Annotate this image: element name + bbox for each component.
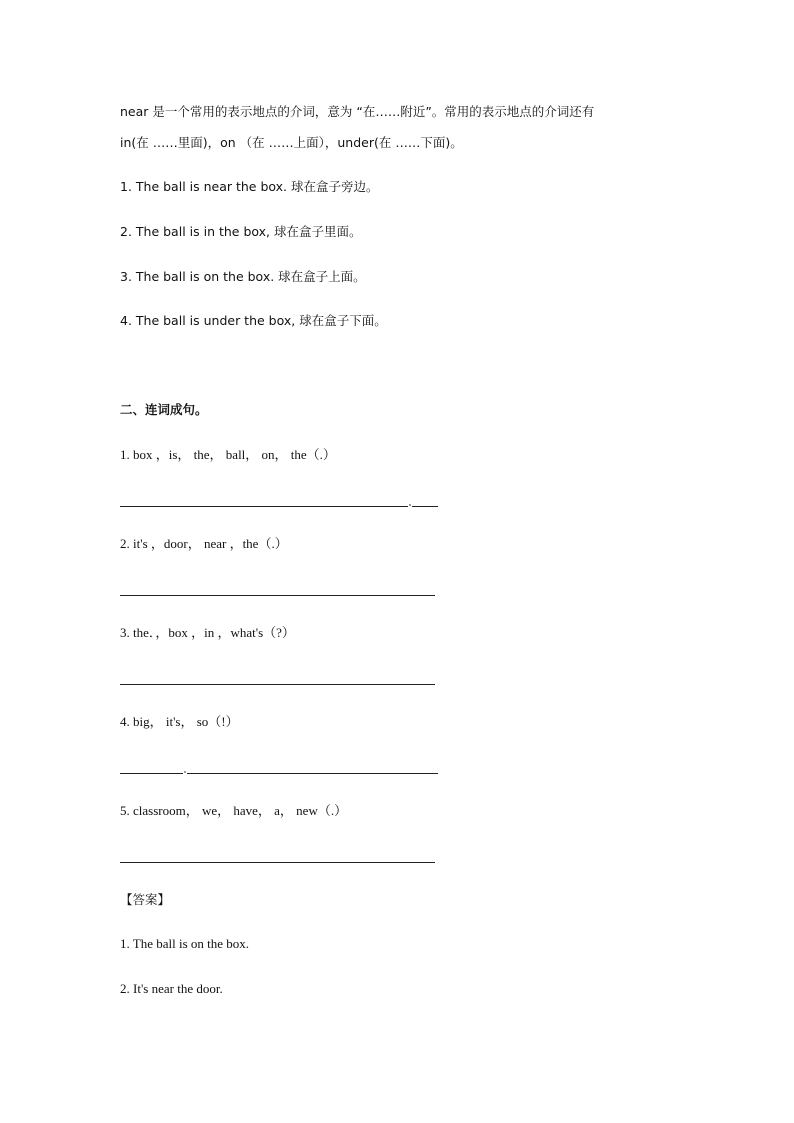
question-2: 2. it's ，door， near ，the（.） [120, 536, 288, 551]
answer-blank-4a [120, 773, 183, 774]
answer-2: 2. It's near the door. [120, 981, 223, 996]
answer-blank-2 [120, 595, 435, 596]
answer-1: 1. The ball is on the box. [120, 936, 250, 951]
answer-blank-1a [120, 506, 408, 507]
blank-mark [409, 504, 411, 506]
question-3: 3. the．，box ，in ，what's（?） [120, 625, 295, 640]
answer-blank-5 [120, 862, 435, 863]
question-4: 4. big， it's， so（!） [120, 714, 239, 729]
example-3: 3. The ball is on the box. 球在盒子上面。 [120, 269, 366, 284]
blank-mark [184, 771, 186, 773]
example-2: 2. The ball is in the box, 球在盒子里面。 [120, 224, 362, 239]
section-title: 二、连词成句。 [120, 402, 208, 417]
question-5: 5. classroom， we， have， a， new（.） [120, 803, 348, 818]
intro-line-1: near 是一个常用的表示地点的介词，意为 “在……附近”。常用的表示地点的介词还有 [120, 104, 595, 119]
answer-blank-4b [187, 773, 438, 774]
answer-blank-1b [412, 506, 438, 507]
example-1: 1. The ball is near the box. 球在盒子旁边。 [120, 179, 379, 194]
question-1: 1. box ，is， the， ball， on， the（.） [120, 447, 336, 462]
answer-title: 【答案】 [120, 892, 171, 907]
example-4: 4. The ball is under the box, 球在盒子下面。 [120, 313, 387, 328]
answer-blank-3 [120, 684, 435, 685]
intro-line-2: in(在 ……里面)，on （在 ……上面），under(在 ……下面)。 [120, 135, 463, 150]
